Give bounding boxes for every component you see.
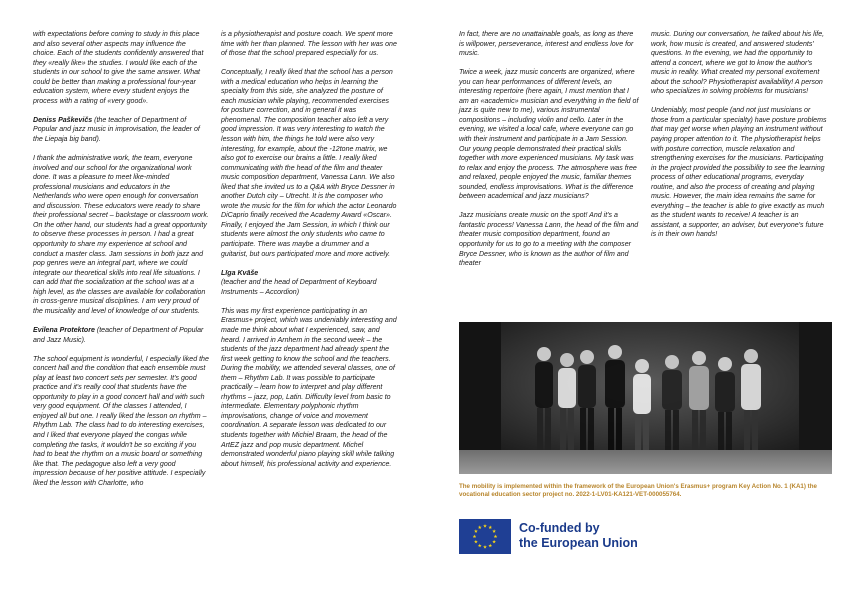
author-role: (teacher of Department of Popular and Jazz Music). xyxy=(33,326,204,344)
paragraph: Jazz musicians create music on the spot! And it's a fantastic process! Vanessa Lann, the head of the film and theater music composition department, found an opportunity for us to go to a meeting with the composer Bryce Dessner, who is known as the author of film and theater xyxy=(459,212,639,268)
author-credit xyxy=(33,326,209,345)
funding-caption: The mobility is implemented within the framework of the European Union's Erasmus+ program Key Action No. 1 (KA1) the vocational education sector project no. 2022-1-LV01-KA121-VET-000055764. xyxy=(459,483,817,499)
eu-logo-line-2: the European Union xyxy=(519,536,638,550)
paragraph: In fact, there are no unattainable goals, as long as there is willpower, perseverance, interest and endless love for music. xyxy=(459,31,634,58)
paragraph: I thank the administrative work, the team, everyone involved and our school for the organizational work done. It was a pleasure to meet like-minded professional musicians and educators in the Netherlands who were open enough for conversation and discussion. These educators were ready to share their professional secret – backstage or classroom work. On the other hand, our students had a great opportunity to observe these processes in person. I had a great opportunity to share my experience at school and conduct a master class. Jam sessions in both jazz and pop genres were an integral part, where we could integrate our theoretical skills into real life situations. I can add that the socialization at the school was at a high level, as the classes are available for collaboration in cross-genre musical disciplines. I am very proud of the musicality and level of knowledge of our students. xyxy=(33,155,209,315)
author-role: (teacher and the head of Department of Keyboard Instruments – Accordion) xyxy=(221,279,377,296)
author-credit xyxy=(33,116,209,145)
text-column-3 xyxy=(459,30,639,278)
paragraph: This was my first experience participating in an Erasmus+ project, which was undeniably interesting and made me think about what I experienced, saw, and heard. I arrived in Arnhem in the second week – the students of the jazz department had already spent the first week getting to know the school and the teachers. During the mobility, we attended several classes, one of them – Rhythm Lab. It was possible to participate practically – learn how to interpret and play different rhythms – jazz, pop, Latin. Difficulty level from basic to intermediate. Elementary polyphonic rhythm improvisations, change of voice and movement coordination. A separate lesson was dedicated to our students together with Michiel Braam, the head of the ArtEZ jazz and pop music department. Michel demonstrated wonderful piano playing skill while talking about himself, his professional activity and experience. xyxy=(221,307,397,468)
text-column-2 xyxy=(221,30,397,479)
group-photo-illustration xyxy=(459,322,832,474)
author-credit xyxy=(221,269,397,279)
paragraph: Twice a week, jazz music concerts are organized, where you can hear performances of different levels, an interesting repertoire (here again, I must mention that I am an «academic» musician and everything in the field of jazz is quite new to me), various instrumental compositions – including violin and cello. Later in the evening, we visited a local cafe, where everyone can go with their instrument and participate in a Jam Session. Our young people demonstrated their practical skills together with more experienced musicians. My task was to relax and enjoy the process. The atmosphere was free and relaxed, people enjoyed the music, familiar themes sounded, endless improvisations. What is the difference between academical and jazz musicians? xyxy=(459,69,639,201)
paragraph: is a physiotherapist and posture coach. We spent more time with her than planned. The lesson with her was one of those that the school prepared especially for us. xyxy=(221,31,397,58)
author-name: Evilena Protektore xyxy=(33,326,95,334)
author-name: Deniss Paškevičs xyxy=(33,116,93,124)
eu-flag-icon xyxy=(459,519,511,554)
text-column-4 xyxy=(651,30,827,250)
text-column-1 xyxy=(33,30,209,498)
paragraph: music. During our conversation, he talked about his life, work, how music is created, and answered students' questions. In the evening, we had the opportunity to attend a concert, where we got to know the author's music in reality. What created my personal excitement about the school? Physiotherapist availability! A person who specializes in solving problems for musicians! xyxy=(651,31,825,96)
paragraph: with expectations before coming to study in this place and also several other aspects may influence the choice. Each of the students confidently answered that they «really like» the studies. I would like each of the students in our school to give the same answer. What could be better than making a professional four-year education system, where every student enjoys the process with a rating of «very good». xyxy=(33,31,204,105)
group-photo xyxy=(459,322,832,474)
paragraph: Undeniably, most people (and not just musicians or those from a particular specialty) have posture problems that may get worse when playing an instrument without paying proper attention to it. The physiotherapist helps with posture correction, muscle relaxation and strengthening exercises for the musicians. Participating in the project provided the possibility to see the learning process of other educational programs, everyday routine, and also the process of creating and playing music. However, the main idea remains the same for everything – the teacher is able to give exactly as much as the student wants to receive! A teacher is an assistant, a supporter, an adviser, but everyone's future is in their own hands! xyxy=(651,107,827,239)
eu-cofunded-logo-text xyxy=(519,521,638,551)
paragraph: The school equipment is wonderful, I especially liked the concert hall and the condition that each ensemble must play at least two concert sets per semester. It's good practice and it's really cool that students have the opportunity to play in a good concert hall and with such very good equipment. Of the classes I attended, I enjoyed all but one. I really liked the lesson on rhythm – Rhythm Lab. The class had to do interesting exercises, and I liked that everyone played the congas while completing the tasks, it wouldn't be so exciting if you had to beat the rhythm on a music board or something like that. The pedagogue also left a very good impression because of her positive attitude. I especially liked the lesson with Charlotte, who xyxy=(33,355,209,487)
eu-logo-line-1: Co-funded by xyxy=(519,521,600,535)
author-name: Līga Kvāše xyxy=(221,269,259,277)
author-role: (the teacher of Department of Popular and jazz music in improvisation, the leader of the Liepaja big band). xyxy=(33,116,200,144)
paragraph: Conceptually, I really liked that the school has a person with a medical education who helps in learning the specialty from this side, she analyzed the posture of each musician while playing, recommended exercises for posture correction, and in general it was phenomenal. The composition teacher also left a very good impression. It was very interesting to watch the lesson with him, the things he told were also very interesting, for example, about the -12tone matrix, we also got to exercise our brains a little. I really liked communicating with the head of the film and theater music composition department, Vanessa Lann. We also liked that she invited us to a Q&A with Bryce Dessner in another Dutch city – Utrecht. It is the composer who wrote the music for the film for which the actor Leonardo DiCaprio finally received the Academy Award «Oscar». Finally, I enjoyed the Jam Session, in which I think our students were almost the only students who came to participate. There was maybe a drummer and a guitarist, but ours participated more and more actively. xyxy=(221,69,397,258)
